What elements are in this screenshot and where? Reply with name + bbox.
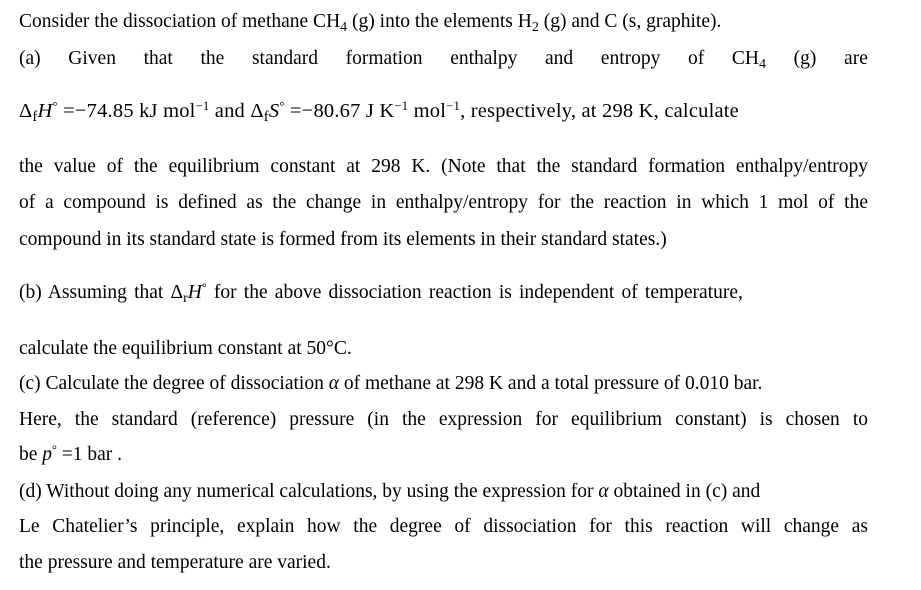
entropy-value: =−80.67 J K — [284, 100, 395, 122]
intro-line — [19, 10, 721, 34]
part-c-text-2: of methane at 298 K and a total pressure of 0.010 bar. — [338, 373, 763, 394]
ch4-subscript: 4 — [340, 18, 348, 35]
delta-symbol: Δ — [19, 100, 33, 122]
part-c-text: (c) Calculate the degree of dissociation — [19, 373, 329, 394]
formation-subscript: f — [263, 109, 269, 126]
part-a-label: (a) — [19, 48, 41, 69]
part-d-line-3: the pressure and temperature are varied. — [19, 552, 331, 573]
formation-subscript: f — [32, 109, 38, 126]
part-d-line-2: Le Chatelier’s principle, explain how the degree of dissociation for this reaction will change as — [19, 516, 868, 537]
part-a-text-line-2: of a compound is defined as the change in enthalpy/entropy for the reaction in which 1 mol of the — [19, 192, 868, 213]
exponent: −1 — [446, 99, 461, 114]
part-c-line-1 — [19, 372, 762, 396]
word: the — [200, 48, 225, 69]
part-b-line-2: calculate the equilibrium constant at 50°C. — [19, 338, 352, 359]
part-d-text: (d) Without doing any numerical calculations, by using the expression for — [19, 481, 599, 502]
ch4-formula — [732, 47, 766, 71]
delta-symbol: Δ — [170, 282, 184, 303]
intro-text-3: (g) and C (s, graphite). — [538, 11, 722, 32]
word: enthalpy — [450, 48, 518, 69]
word: that — [143, 48, 173, 69]
word: CH — [731, 48, 759, 69]
intro-text: Consider the dissociation of methane CH — [19, 11, 341, 32]
standard-degree: ° — [52, 442, 57, 457]
alpha-symbol: α — [598, 481, 609, 502]
enthalpy-symbol: H — [187, 282, 202, 303]
part-c-line-2: Here, the standard (reference) pressure (in the expression for equilibrium constant) is chosen to — [19, 409, 868, 430]
standard-degree: ° — [201, 280, 207, 295]
part-b-line-1 — [19, 281, 743, 305]
part-d-text-2: obtained in (c) and — [608, 481, 761, 502]
entropy-symbol: S — [268, 100, 280, 122]
ch4-subscript: 4 — [759, 55, 767, 72]
h2-subscript: 2 — [531, 18, 539, 35]
part-d-line-1 — [19, 480, 760, 504]
alpha-symbol: α — [328, 373, 339, 394]
reaction-subscript: r — [183, 289, 188, 306]
part-a-values-line — [19, 99, 739, 126]
word: standard — [251, 48, 319, 69]
exponent: −1 — [195, 99, 210, 114]
enthalpy-value: =−74.85 kJ mol — [57, 100, 196, 122]
word: formation — [345, 48, 423, 69]
intro-text-2: (g) into the elements H — [347, 11, 532, 32]
part-a-text-line-1: the value of the equilibrium constant at 298 K. (Note that the standard formation enthalpy/entropy — [19, 156, 868, 177]
word: are — [844, 48, 868, 69]
part-a-tail-text: , respectively, at 298 K, calculate — [460, 100, 739, 122]
word: of — [688, 48, 705, 69]
word: entropy — [600, 48, 661, 69]
pressure-symbol: p — [42, 444, 53, 465]
word: and — [545, 48, 574, 69]
exponent: −1 — [394, 99, 409, 114]
word: Given — [68, 48, 116, 69]
part-b-text-2: for the above dissociation reaction is independent of temperature, — [206, 282, 743, 303]
mol-unit: mol — [408, 100, 447, 122]
pressure-value: =1 bar . — [56, 444, 123, 465]
delta-symbol: Δ — [250, 100, 264, 122]
word: (g) — [793, 48, 817, 69]
and-text: and — [209, 100, 251, 122]
part-a-text-line-3: compound in its standard state is formed from its elements in their standard states.) — [19, 229, 667, 250]
part-b-text: (b) Assuming that — [19, 282, 171, 303]
standard-degree: ° — [52, 99, 58, 114]
part-c-line-3 — [19, 443, 122, 467]
be-text: be — [19, 444, 43, 465]
enthalpy-symbol: H — [37, 100, 53, 122]
standard-degree: ° — [279, 99, 285, 114]
part-a-line-1 — [19, 47, 868, 71]
